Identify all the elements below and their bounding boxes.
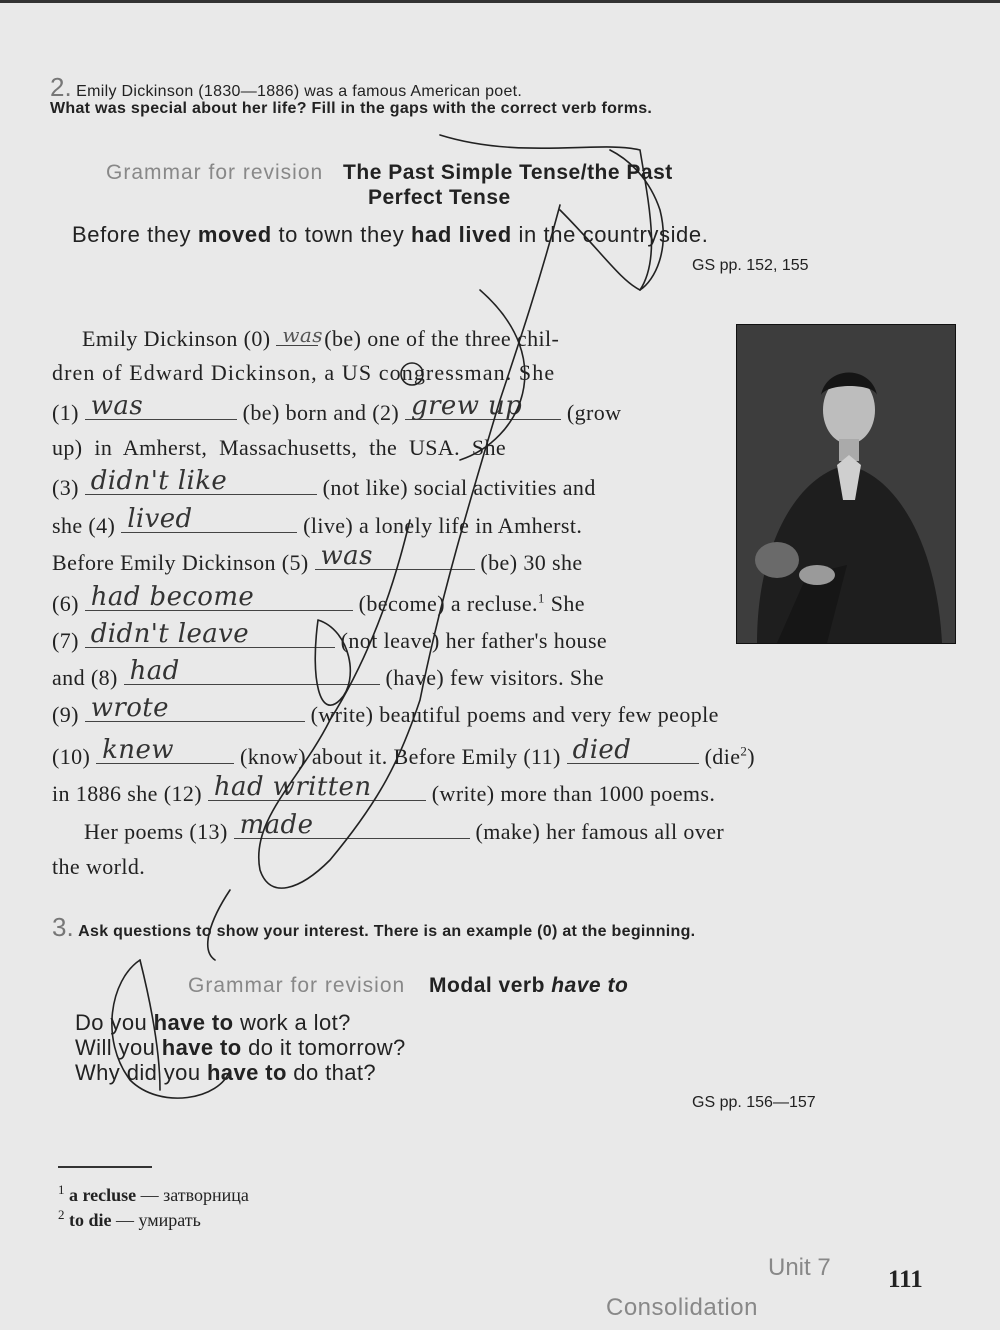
grammar-example: Before they moved to town they had lived in the countryside. bbox=[72, 222, 709, 247]
passage-line-1: Emily Dickinson (0) was (be) one of the three chil- bbox=[82, 323, 560, 351]
passage-line-12: (10) knew (know) about it. Before Emily (11) died (die$^2$) bbox=[52, 735, 756, 769]
gap-11: died bbox=[567, 741, 699, 764]
footnote-1: $^1$ a recluse — затворница bbox=[58, 1182, 249, 1205]
grammar-topic: Modal verb have to bbox=[429, 974, 629, 997]
gap-12: had written bbox=[208, 778, 426, 801]
passage-line-14: Her poems (13) made (make) her famous all over bbox=[84, 810, 725, 844]
gap-3: didn't like bbox=[85, 472, 317, 495]
exercise-task: Ask questions to show your interest. There is an example (0) at the beginning. bbox=[78, 923, 696, 940]
gap-5: was bbox=[315, 547, 475, 570]
passage-line-15: the world. bbox=[52, 854, 146, 879]
grammar-label: Grammar for revision bbox=[106, 161, 324, 184]
passage-line-4: up) in Amherst, Massachusetts, the USA. She bbox=[52, 435, 507, 460]
exercise-number: 2. bbox=[50, 72, 72, 102]
gap-9: wrote bbox=[85, 699, 305, 722]
gap-0: was bbox=[276, 323, 318, 346]
unit-label: Unit 7 bbox=[768, 1254, 831, 1281]
gap-10: knew bbox=[96, 741, 234, 764]
footnote-2: $^2$ to die — умирать bbox=[58, 1207, 201, 1230]
grammar-reference: GS pp. 156—157 bbox=[692, 1094, 816, 1111]
exercise-intro: Emily Dickinson (1830—1886) was a famous American poet. bbox=[76, 83, 523, 100]
passage-line-9: (7) didn't leave (not leave) her father's house bbox=[52, 619, 608, 653]
passage-line-11: (9) wrote (write) beautiful poems and very few people bbox=[52, 693, 719, 727]
page-number: 111 bbox=[888, 1266, 923, 1293]
gap-2: grew up bbox=[405, 397, 561, 420]
passage-line-10: and (8) had (have) few visitors. She bbox=[52, 656, 605, 690]
gap-7: didn't leave bbox=[85, 625, 335, 648]
passage-line-6: she (4) lived (live) a lonely life in Amherst. bbox=[52, 504, 583, 538]
passage-line-3: (1) was (be) born and (2) grew up (grow bbox=[52, 391, 622, 425]
example-question-2: Will you have to do it tomorrow? bbox=[75, 1035, 406, 1060]
grammar-label: Grammar for revision bbox=[188, 974, 406, 997]
grammar-reference: GS pp. 152, 155 bbox=[692, 257, 809, 274]
example-question-1: Do you have to work a lot? bbox=[75, 1010, 351, 1035]
passage-line-8: (6) had become (become) a recluse.$^1$ She bbox=[52, 582, 585, 616]
passage-line-5: (3) didn't like (not like) social activities and bbox=[52, 466, 596, 500]
gap-13: made bbox=[234, 816, 470, 839]
gap-8: had bbox=[124, 662, 380, 685]
gap-6: had become bbox=[85, 588, 353, 611]
passage-line-2: dren of Edward Dickinson, a US congressman. She bbox=[52, 360, 556, 385]
grammar-topic-line2: Perfect Tense bbox=[368, 186, 511, 209]
grammar-topic: The Past Simple Tense/the Past bbox=[343, 161, 673, 184]
gap-4: lived bbox=[121, 510, 297, 533]
passage-line-13: in 1886 she (12) had written (write) more than 1000 poems. bbox=[52, 772, 716, 806]
exercise-number: 3. bbox=[52, 912, 74, 942]
exercise-task: What was special about her life? Fill in the gaps with the correct verb forms. bbox=[50, 100, 653, 117]
section-label: Consolidation bbox=[606, 1294, 758, 1321]
example-question-3: Why did you have to do that? bbox=[75, 1060, 377, 1085]
passage-line-7: Before Emily Dickinson (5) was (be) 30 she bbox=[52, 541, 583, 575]
gap-1: was bbox=[85, 397, 237, 420]
